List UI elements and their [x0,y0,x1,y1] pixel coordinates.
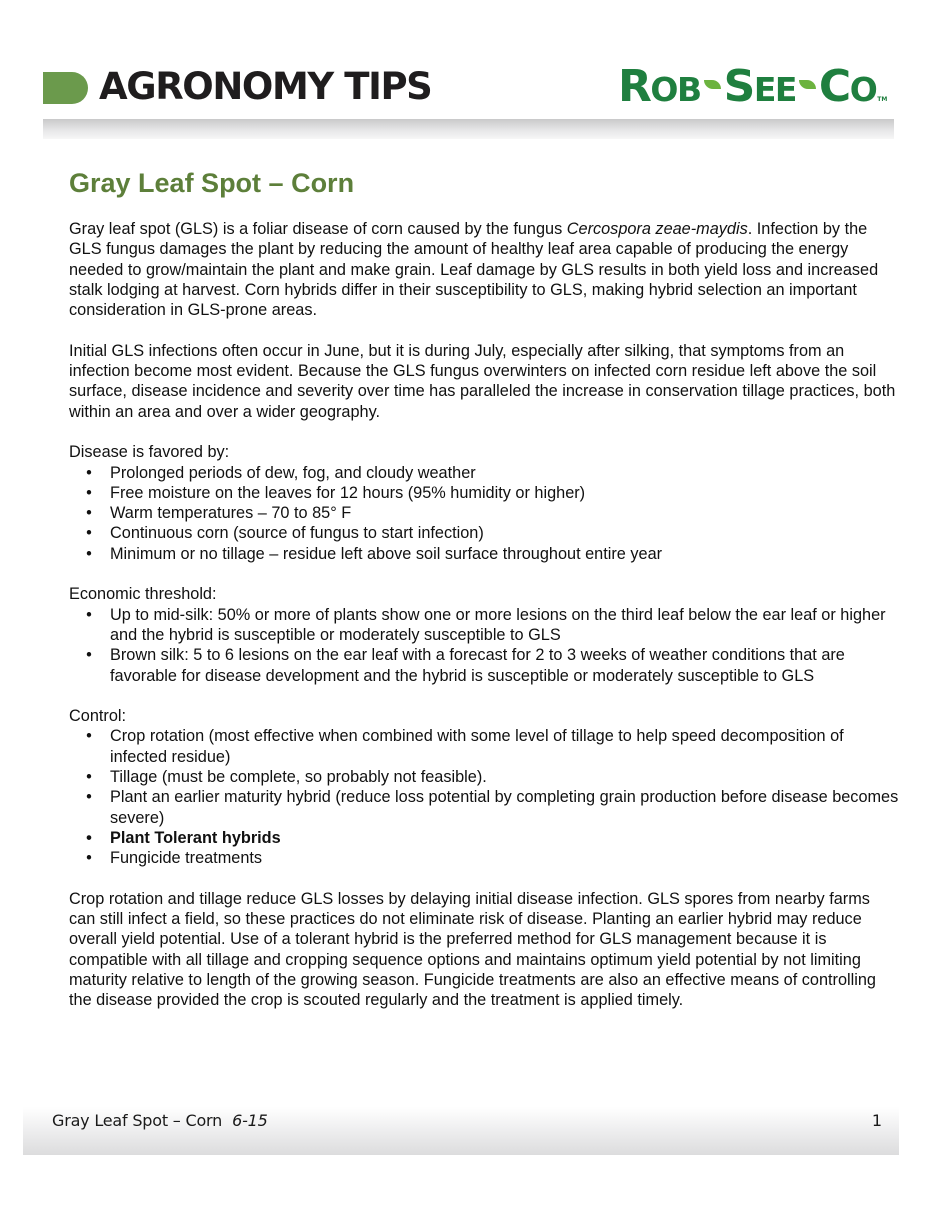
rob-see-co-logo [618,62,894,112]
list-item [69,483,899,503]
section-label: AGRONOMY TIPS [99,65,432,108]
control-label: Control: [69,707,127,726]
trademark-mark: TM [877,96,888,103]
intro-text-continued: . Infection by the GLS fungus damages the plant by reducing the amount of healthy leaf area capable of producing the energy needed to grow/maintain the plant and make grain. Leaf damage by GLS results in both yield loss and increased stalk lodging at harvest. Corn hybrids differ in their susceptibility to GLS, making hybrid selection an important consideration in GLS-prone areas. [69,220,879,320]
list-item [69,463,899,483]
bullet-icon: • [86,524,92,543]
logo-letter: C [818,61,850,112]
list-item [69,848,899,868]
bullet-icon: • [86,828,92,847]
intro-text: Gray leaf spot (GLS) is a foliar disease of corn caused by the fungus [69,220,567,238]
list-item [69,787,899,828]
bullet-icon: • [86,646,92,665]
logo-letters: O [849,70,877,109]
list-item-text: Continuous corn (source of fungus to start infection) [110,524,484,543]
list-item-text: Prolonged periods of dew, fog, and cloudy weather [110,463,476,482]
bullet-icon: • [86,483,92,502]
list-item-text: Brown silk: 5 to 6 lesions on the ear leaf with a forecast for 2 to 3 weeks of weather conditions that are favorable for disease development and the hybrid is susceptible or moderately susceptible to GLS [110,646,845,685]
list-item-text: Crop rotation (most effective when combined with some level of tillage to help speed decomposition of infected residue) [110,727,844,766]
footer-date: 6-15 [232,1111,268,1130]
logo-letter: R [618,61,651,112]
list-item [69,645,899,686]
footer-title [52,1110,268,1132]
economic-threshold-list [69,605,899,686]
favored-by-list [69,463,899,564]
list-item-text: Warm temperatures – 70 to 85° F [110,504,352,523]
intro-paragraph [69,219,899,320]
header-divider-band [43,119,894,139]
list-item [69,544,899,564]
list-item [69,503,899,523]
bullet-icon: • [86,849,92,868]
bullet-icon: • [86,504,92,523]
list-item-text: Fungicide treatments [110,849,263,868]
bullet-icon: • [86,463,92,482]
bullet-icon: • [86,727,92,746]
footer-document-name: Gray Leaf Spot – Corn [52,1111,223,1130]
list-item-text: Up to mid-silk: 50% or more of plants show one or more lesions on the third leaf below the ear leaf or higher and the hybrid is susceptible or moderately susceptible to GLS [110,605,886,644]
list-item-text: Minimum or no tillage – residue left above soil surface throughout entire year [110,544,663,563]
closing-paragraph: Crop rotation and tillage reduce GLS losses by delaying initial disease infection. GLS spores from nearby farms can still infect a field, so these practices do not eliminate risk of disease. Planting an earlier hybrid may reduce overall yield potential. Use of a tolerant hybrid is the preferred method for GLS management because it is compatible with all tillage and cropping sequence options and maintains optimum yield potential by not limiting maturity relative to length of the growing season. Fungicide treatments are also an effective means of controlling the disease provided the crop is scouted regularly and the treatment is applied timely. [69,889,876,1010]
pathogen-name: Cercospora zeae-maydis [566,220,748,238]
logo-letter: S [723,61,754,112]
bullet-icon: • [86,544,92,563]
leaf-icon [799,80,816,89]
list-item [69,523,899,543]
list-item-text: Tillage (must be complete, so probably not feasible). [110,768,487,787]
page-number: 1 [871,1111,882,1130]
list-item [69,828,899,848]
list-item [69,767,899,787]
bullet-icon: • [86,788,92,807]
header-accent-tab [43,72,88,104]
leaf-icon [704,80,721,89]
list-item-text: Free moisture on the leaves for 12 hours (95% humidity or higher) [110,483,586,502]
document-title: Gray Leaf Spot – Corn [69,168,355,198]
economic-threshold-label: Economic threshold: [69,585,217,604]
list-item-text: Plant Tolerant hybrids [110,828,281,847]
bullet-icon: • [86,605,92,624]
logo-letters: OB [650,70,701,109]
infection-timing-paragraph: Initial GLS infections often occur in June, but it is during July, especially after silking, that symptoms from an infection become most evident. Because the GLS fungus overwinters on infected corn residue left above the soil surface, disease incidence and severity over time has paralleled the increase in conservation tillage practices, both within an area and over a wider geography. [69,341,896,421]
list-item-text: Plant an earlier maturity hybrid (reduce loss potential by completing grain production before disease becomes severe) [110,788,899,827]
list-item [69,726,899,767]
document-body [69,219,899,1031]
bullet-icon: • [86,768,92,787]
favored-by-label: Disease is favored by: [69,443,230,462]
logo-letters: EE [753,70,796,109]
control-list [69,726,899,868]
list-item [69,605,899,646]
